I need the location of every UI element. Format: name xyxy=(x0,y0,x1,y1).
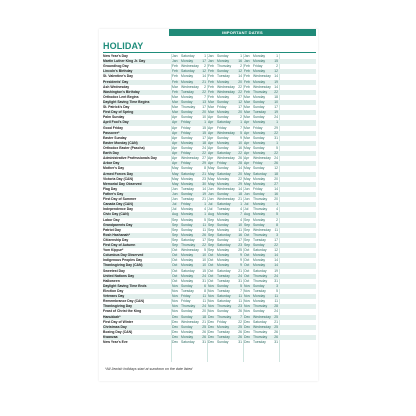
holiday-row: Grandparents Day Sep Sunday 11 Sep Sunday 10 Sep Sunday 8 xyxy=(103,223,316,228)
holiday-name: Orthodox Easter (Pascha) xyxy=(103,145,145,150)
holiday-row: Labor Day Sep Monday 5 Sep Monday 4 Sep Monday 2 xyxy=(103,217,278,222)
section-title: HOLIDAY xyxy=(103,41,144,51)
holiday-row: New Year's Eve Dec Saturday 31 Dec Sunday 31 Dec Tuesday 31 xyxy=(103,340,278,345)
holiday-row: Victoria Day (CAN) May Monday 23 May Monday 22 May Monday 20 xyxy=(103,176,278,181)
holiday-row: Armed Forces Day May Saturday 21 May Saturday 20 May Saturday 18 xyxy=(103,172,316,177)
holiday-name: Earth Day xyxy=(103,151,119,156)
holiday-name: Palm Sunday xyxy=(103,115,125,120)
holiday-name: Thanksgiving Day xyxy=(103,304,133,309)
holiday-row: Feast of Christ the King Nov Sunday 20 Nov Sunday 26 Nov Sunday 24 xyxy=(103,309,278,314)
holiday-row: Christmas Day Dec Sunday 25 Dec Monday 25 Dec Wednesday 25 xyxy=(103,325,316,330)
holiday-name: St. Patrick's Day xyxy=(103,105,130,110)
holiday-row: First Day of Autumn Sep Thursday 22 Sep Saturday 23 Sep Sunday 22 xyxy=(103,243,316,248)
holiday-name: Memorial Day Observed xyxy=(103,181,142,186)
holiday-row: Earth Day Apr Friday 22 Apr Saturday 22 Apr Monday 22 xyxy=(103,151,316,156)
holiday-row: First Day of Spring Mar Sunday 20 Mar Monday 20 Mar Tuesday 19 xyxy=(103,110,316,115)
holiday-row: Boxing Day (CAN) Dec Monday 26 Dec Tuesday 26 Dec Thursday 26 xyxy=(103,329,278,334)
holiday-name: First Day of Spring xyxy=(103,110,134,115)
holiday-name: United Nations Day xyxy=(103,273,135,278)
holiday-name: Civic Day (CAN) xyxy=(103,212,129,217)
holiday-row: Election Day Nov Tuesday 8 Nov Tuesday 7 Nov Tuesday 5 xyxy=(103,289,278,294)
holiday-name: St. Valentine's Day xyxy=(103,74,134,79)
holiday-row: Mother's Day May Sunday 8 May Sunday 14 May Sunday 12 xyxy=(103,166,278,171)
holiday-row: Memorial Day Observed May Monday 30 May Monday 29 May Monday 27 xyxy=(103,182,316,187)
holiday-name: Independence Day xyxy=(103,207,133,212)
holiday-name: Canada Day (CAN) xyxy=(103,202,133,207)
holiday-row: Ash Wednesday Mar Wednesday 2 Feb Wednesday 22 Feb Wednesday 14 xyxy=(103,84,278,89)
holiday-row: Patriot Day Sep Sunday 11 Sep Monday 11 Sep Wednesday 11 xyxy=(103,227,278,232)
holiday-name: April Fool's Day xyxy=(103,120,129,125)
holiday-name: Patriot Day xyxy=(103,227,121,232)
holiday-name: Yom Kippur* xyxy=(103,248,124,253)
holiday-name: Hanukkah* xyxy=(103,314,121,319)
holiday-row: Halloween Oct Monday 31 Oct Tuesday 31 Oct Thursday 31 xyxy=(103,278,278,283)
holiday-row: Easter Monday (CAN) Apr Monday 18 Apr Monday 10 Apr Monday 1 xyxy=(103,141,316,146)
important-dates-banner xyxy=(169,29,316,36)
holiday-row: Indigenous Peoples Day Oct Monday 10 Oct Monday 9 Oct Monday 14 xyxy=(103,258,278,263)
holiday-row: Daylight Saving Time Ends Nov Sunday 6 Nov Sunday 5 Nov Sunday 3 xyxy=(103,284,316,289)
holiday-row: Veterans Day Nov Friday 11 Nov Saturday 11 Nov Monday 11 xyxy=(103,294,316,299)
holiday-row: Sweetest Day Oct Saturday 15 Oct Saturday 21 Oct Saturday 19 xyxy=(103,268,278,273)
holiday-row: Easter Sunday Apr Sunday 17 Apr Sunday 9 Mar Sunday 31 xyxy=(103,135,278,140)
holiday-name: Washington's Birthday xyxy=(103,89,140,94)
holiday-row: United Nations Day Oct Monday 24 Oct Tuesday 24 Oct Thursday 24 xyxy=(103,274,316,279)
holiday-row: Hanukkah* Dec Sunday 18 Dec Thursday 7 Dec Wednesday 25 xyxy=(103,315,316,320)
holiday-name: Grandparents Day xyxy=(103,222,133,227)
holiday-name: Sweetest Day xyxy=(103,268,125,273)
holiday-name: Presidents' Day xyxy=(103,79,129,84)
holiday-row: Passover* Apr Friday 15 Apr Wednesday 5 Apr Monday 22 xyxy=(103,131,316,136)
holiday-name: Labor Day xyxy=(103,217,120,222)
footnote: *All Jewish holidays start at sundown on the date listed xyxy=(105,367,193,371)
holiday-row: Independence Day Jul Monday 4 Jul Tuesday 4 Jul Thursday 4 xyxy=(103,207,278,212)
holiday-row: Thanksgiving Day (CAN) Oct Monday 10 Oct Monday 9 Oct Monday 14 xyxy=(103,263,316,268)
holiday-row: Good Friday Apr Friday 15 Apr Friday 7 Mar Friday 29 xyxy=(103,125,278,130)
holiday-row: Palm Sunday Apr Sunday 10 Apr Sunday 2 Mar Sunday 24 xyxy=(103,115,278,120)
holiday-row: Civic Day (CAN) Aug Monday 1 Aug Monday 7 Aug Monday 5 xyxy=(103,212,316,217)
holiday-name: Martin Luther King Jr. Day xyxy=(103,59,146,64)
holiday-row: Thanksgiving Day Nov Thursday 24 Nov Thursday 23 Nov Thursday 28 xyxy=(103,304,316,309)
holiday-name: Indigenous Peoples Day xyxy=(103,258,143,263)
holiday-row: Yom Kippur* Oct Wednesday 5 Sep Monday 25 Oct Saturday 12 xyxy=(103,248,278,253)
holiday-row: Administrative Professionals Day Apr Wednesday 27 Apr Wednesday 26 Apr Wednesday 24 xyxy=(103,156,278,161)
holiday-name: New Year's Eve xyxy=(103,340,128,345)
holiday-row: Groundhog Day Feb Wednesday 2 Feb Thursday 2 Feb Friday 2 xyxy=(103,64,278,69)
holiday-row: Lincoln's Birthday Feb Saturday 12 Feb Sunday 12 Feb Monday 12 xyxy=(103,69,316,74)
holiday-name: Daylight Saving Time Ends xyxy=(103,283,147,288)
holiday-row: Arbor Day Apr Friday 29 Apr Friday 28 Apr Friday 26 xyxy=(103,161,316,166)
title-divider xyxy=(103,52,316,53)
holiday-row: First Day of Summer Jun Tuesday 21 Jun Wednesday 21 Jun Thursday 20 xyxy=(103,197,278,202)
holiday-name: Veterans Day xyxy=(103,294,125,299)
holiday-row: Kwanzaa Dec Monday 26 Dec Tuesday 26 Dec Thursday 26 xyxy=(103,335,316,340)
holiday-name: First Day of Autumn xyxy=(103,243,136,248)
holiday-row: St. Valentine's Day Feb Monday 14 Feb Tuesday 14 Feb Wednesday 14 xyxy=(103,74,278,79)
holiday-name: Good Friday xyxy=(103,125,123,130)
holiday-name: Passover* xyxy=(103,130,120,135)
holiday-name: Christmas Day xyxy=(103,324,127,329)
holiday-name: Father's Day xyxy=(103,191,124,196)
holiday-name: Remembrance Day (CAN) xyxy=(103,299,145,304)
holiday-name: First Day of Summer xyxy=(103,197,137,202)
holiday-row: Orthodox Easter (Pascha) Apr Sunday 24 Apr Sunday 16 May Sunday 5 xyxy=(103,145,278,150)
holiday-name: Thanksgiving Day (CAN) xyxy=(103,263,143,268)
holiday-row: First Day of Winter Dec Wednesday 21 Dec Friday 22 Dec Saturday 21 xyxy=(103,319,278,324)
holiday-name: Columbus Day Observed xyxy=(103,253,144,258)
holiday-name: Citizenship Day xyxy=(103,237,129,242)
holiday-table xyxy=(103,54,316,345)
holiday-row: Martin Luther King Jr. Day Jan Monday 17 Jan Monday 16 Jan Monday 15 xyxy=(103,59,316,64)
holiday-name: Ash Wednesday xyxy=(103,84,130,89)
banner-label: IMPORTANT DATES xyxy=(222,30,263,35)
holiday-name: Victoria Day (CAN) xyxy=(103,176,134,181)
holiday-name: Election Day xyxy=(103,289,124,294)
holiday-name: Rosh Hashanah* xyxy=(103,232,130,237)
holiday-row: Father's Day Jun Sunday 19 Jun Sunday 18 Jun Sunday 16 xyxy=(103,192,316,197)
planner-page xyxy=(99,29,318,381)
holiday-name: Orthodox Lent Begins xyxy=(103,94,139,99)
holiday-row: Presidents' Day Feb Monday 21 Feb Monday 20 Feb Monday 19 xyxy=(103,80,316,85)
holiday-name: Administrative Professionals Day xyxy=(103,156,157,161)
holiday-name: Daylight Saving Time Begins xyxy=(103,99,150,104)
holiday-row: Citizenship Day Sep Saturday 17 Sep Sunday 17 Sep Tuesday 17 xyxy=(103,237,278,242)
holiday-name: Flag Day xyxy=(103,186,118,191)
holiday-name: Armed Forces Day xyxy=(103,171,133,176)
holiday-row: Washington's Birthday Feb Tuesday 22 Feb Wednesday 22 Feb Thursday 22 xyxy=(103,90,316,95)
holiday-row: Flag Day Jun Tuesday 14 Jun Wednesday 14 Jun Friday 14 xyxy=(103,186,278,191)
holiday-name: Groundhog Day xyxy=(103,64,129,69)
holiday-row: Columbus Day Observed Oct Monday 10 Oct Monday 9 Oct Monday 14 xyxy=(103,253,316,258)
holiday-row: Daylight Saving Time Begins Mar Sunday 13 Mar Sunday 12 Mar Sunday 10 xyxy=(103,100,316,105)
holiday-name: First Day of Winter xyxy=(103,319,134,324)
holiday-name: Easter Sunday xyxy=(103,135,127,140)
holiday-name: Feast of Christ the King xyxy=(103,309,142,314)
holiday-row: St. Patrick's Day Mar Thursday 17 Mar Friday 17 Mar Sunday 17 xyxy=(103,105,278,110)
holiday-name: Lincoln's Birthday xyxy=(103,69,133,74)
holiday-name: Easter Monday (CAN) xyxy=(103,140,138,145)
holiday-row: New Year's Day Jan Saturday 1 Jan Sunday 1 Jan Monday 1 xyxy=(103,54,278,58)
holiday-name: Halloween xyxy=(103,278,120,283)
holiday-row: Remembrance Day (CAN) Nov Friday 11 Nov Saturday 11 Nov Monday 11 xyxy=(103,299,278,304)
holiday-name: Mother's Day xyxy=(103,166,125,171)
holiday-name: New Year's Day xyxy=(103,54,128,58)
holiday-name: Arbor Day xyxy=(103,161,120,166)
holiday-name: Boxing Day (CAN) xyxy=(103,329,133,334)
holiday-row: Rosh Hashanah* Sep Monday 26 Sep Saturday 16 Oct Thursday 3 xyxy=(103,233,316,238)
holiday-name: Kwanzaa xyxy=(103,335,118,340)
holiday-row: Canada Day (CAN) Jul Friday 1 Jul Saturday 1 Jul Monday 1 xyxy=(103,202,316,207)
holiday-row: Orthodox Lent Begins Mar Monday 7 Feb Monday 27 Mar Monday 18 xyxy=(103,94,278,99)
holiday-row: April Fool's Day Apr Friday 1 Apr Saturday 1 Apr Monday 1 xyxy=(103,120,316,125)
